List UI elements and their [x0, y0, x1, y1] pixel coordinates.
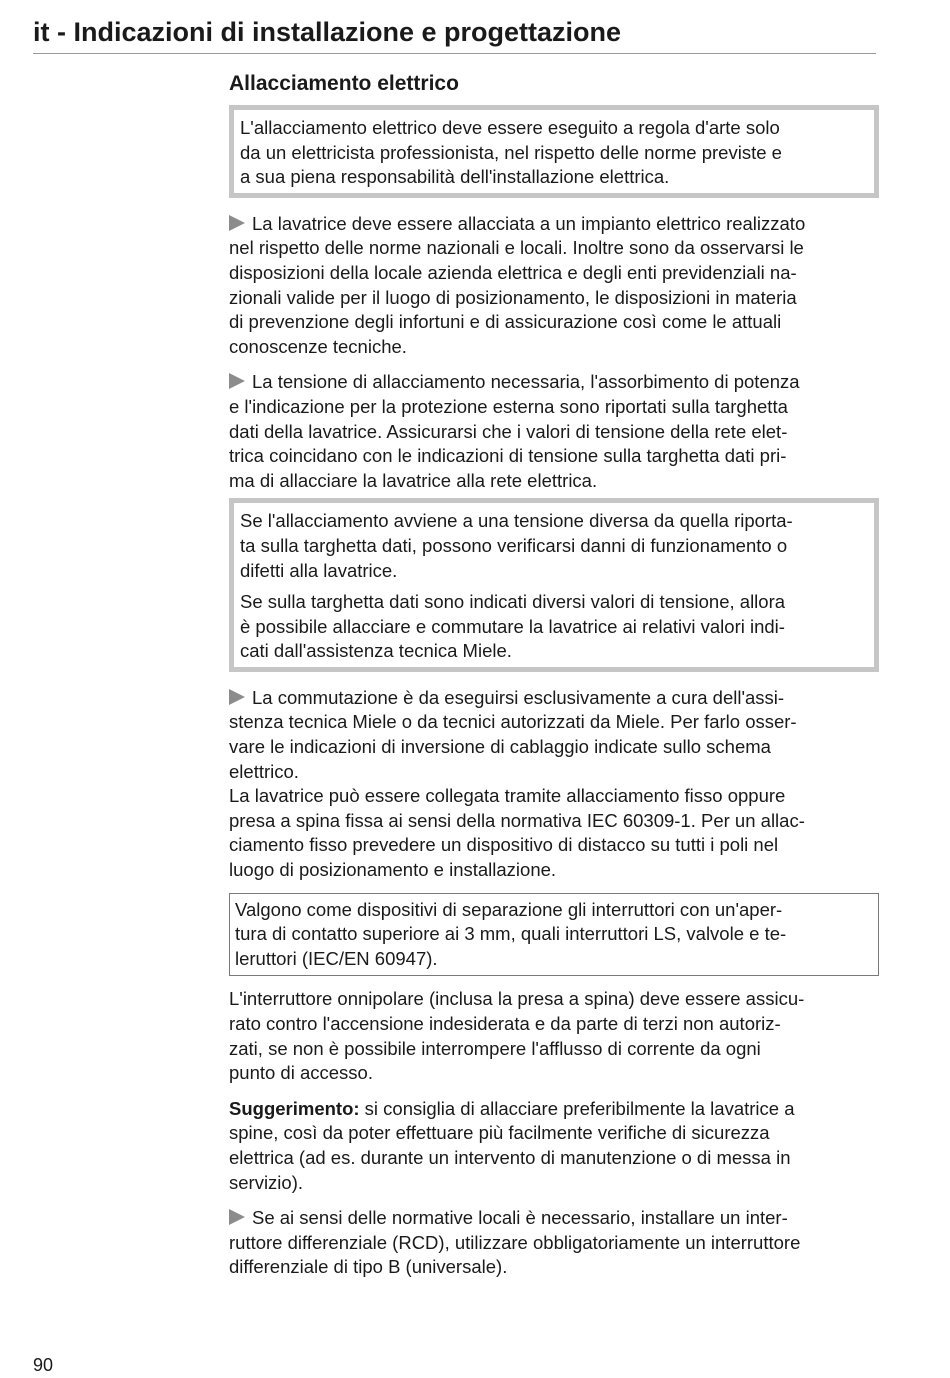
text-line: La lavatrice deve essere allacciata a un impianto elettrico realizzato	[252, 212, 806, 234]
page-header	[33, 14, 876, 54]
tip-label: Suggerimento:	[229, 1097, 360, 1119]
separation-devices-text	[235, 898, 873, 972]
text-line: stenza tecnica Miele o da tecnici autorizzati da Miele. Per farlo osser-	[229, 711, 797, 733]
text-line: tura di contatto superiore ai 3 mm, quali interruttori LS, valvole e te-	[235, 923, 787, 945]
triangle-right-icon	[229, 373, 245, 389]
text-line: La tensione di allacciamento necessaria, l'assorbimento di potenza	[252, 371, 800, 393]
text-line: rato contro l'accensione indesiderata e da parte di terzi non autoriz-	[229, 1013, 781, 1034]
text-line: disposizioni della locale azienda elettrica e degli enti previdenziali na-	[229, 261, 797, 283]
text-line: punto di accesso.	[229, 1062, 373, 1084]
text-line: Se ai sensi delle normative locali è necessario, installare un inter-	[252, 1207, 788, 1229]
triangle-right-icon	[229, 1209, 245, 1225]
connection-paragraph	[229, 784, 879, 882]
text-line: luogo di posizionamento e installazione.	[229, 859, 557, 881]
text-line: vare le indicazioni di inversione di cablaggio indicate sullo schema	[229, 736, 771, 758]
text-line: cati dall'assistenza tecnica Miele.	[240, 640, 512, 662]
text-line: leruttori (IEC/EN 60947).	[235, 947, 438, 969]
triangle-right-icon	[229, 215, 245, 231]
text-line: ruttore differenziale (RCD), utilizzare obbligatoriamente un interruttore	[229, 1231, 801, 1253]
text-line: presa a spina fissa ai sensi della normativa IEC 60309-1. Per un allac-	[229, 809, 805, 831]
instruction-paragraph-4	[229, 1206, 879, 1280]
warning-line: da un elettricista professionista, nel rispetto delle norme previste e	[240, 141, 782, 163]
switch-paragraph	[229, 987, 879, 1085]
voltage-warning-box	[229, 498, 879, 672]
text-line: trica coincidano con le indicazioni di tensione sulla targhetta dati pri-	[229, 445, 787, 467]
text-line: e l'indicazione per la protezione esterna sono riportati sulla targhetta	[229, 395, 788, 417]
text-line: differenziale di tipo B (universale).	[229, 1256, 508, 1278]
instruction-paragraph-3	[229, 686, 879, 784]
page-title: it - Indicazioni di installazione e progettazione	[33, 17, 622, 47]
text-line: spine, così da poter effettuare più facilmente verifiche di sicurezza	[229, 1122, 770, 1144]
warning-line: a sua piena responsabilità dell'installazione elettrica.	[240, 166, 670, 188]
text-line: dati della lavatrice. Assicurarsi che i valori di tensione della rete elet-	[229, 420, 788, 442]
text-line: ta sulla targhetta dati, possono verificarsi danni di funzionamento o	[240, 534, 788, 556]
warning-box	[229, 105, 879, 198]
text-line: L'interruttore onnipolare (inclusa la presa a spina) deve essere assicu-	[229, 988, 805, 1010]
text-line: zati, se non è possibile interrompere l'afflusso di corrente da ogni	[229, 1037, 761, 1059]
text-line: Valgono come dispositivi di separazione gli interruttori con un'aper-	[235, 898, 783, 920]
tip-paragraph	[229, 1097, 879, 1195]
separation-devices-box	[229, 893, 879, 977]
text-line: zionali valide per il luogo di posizionamento, le disposizioni in materia	[229, 286, 797, 308]
text-line: Se sulla targhetta dati sono indicati diversi valori di tensione, allora	[240, 591, 786, 613]
warning-line: L'allacciamento elettrico deve essere eseguito a regola d'arte solo	[240, 117, 780, 138]
voltage-warning-text-1	[240, 509, 868, 583]
instruction-paragraph-2	[229, 370, 879, 493]
text-line: servizio).	[229, 1171, 304, 1193]
text-line: conoscenze tecniche.	[229, 335, 407, 357]
text-line: Se l'allacciamento avviene a una tensione diversa da quella riporta-	[240, 510, 793, 532]
text-line: ma di allacciare la lavatrice alla rete elettrica.	[229, 469, 598, 491]
text-line: La lavatrice può essere collegata tramite allacciamento fisso oppure	[229, 785, 786, 807]
instruction-paragraph-1	[229, 212, 879, 360]
text-line: nel rispetto delle norme nazionali e locali. Inoltre sono da osservarsi le	[229, 237, 804, 259]
text-line: è possibile allacciare e commutare la lavatrice ai relativi valori indi-	[240, 615, 785, 637]
text-line: difetti alla lavatrice.	[240, 559, 398, 581]
text-line: elettrica (ad es. durante un intervento di manutenzione o di messa in	[229, 1146, 791, 1168]
text-line: elettrico.	[229, 760, 299, 782]
warning-text	[240, 116, 868, 190]
section-title: Allacciamento elettrico	[229, 72, 459, 95]
text-line: di prevenzione degli infortuni e di assicurazione così come le attuali	[229, 311, 782, 333]
text-line: La commutazione è da eseguirsi esclusivamente a cura dell'assi-	[252, 686, 785, 708]
triangle-right-icon	[229, 689, 245, 705]
page-number: 90	[33, 1355, 54, 1375]
text-line: si consiglia di allacciare preferibilmente la lavatrice a	[359, 1097, 795, 1119]
voltage-warning-text-2	[240, 590, 868, 664]
text-line: ciamento fisso prevedere un dispositivo di distacco su tutti i poli nel	[229, 834, 779, 856]
main-content	[229, 70, 879, 1291]
